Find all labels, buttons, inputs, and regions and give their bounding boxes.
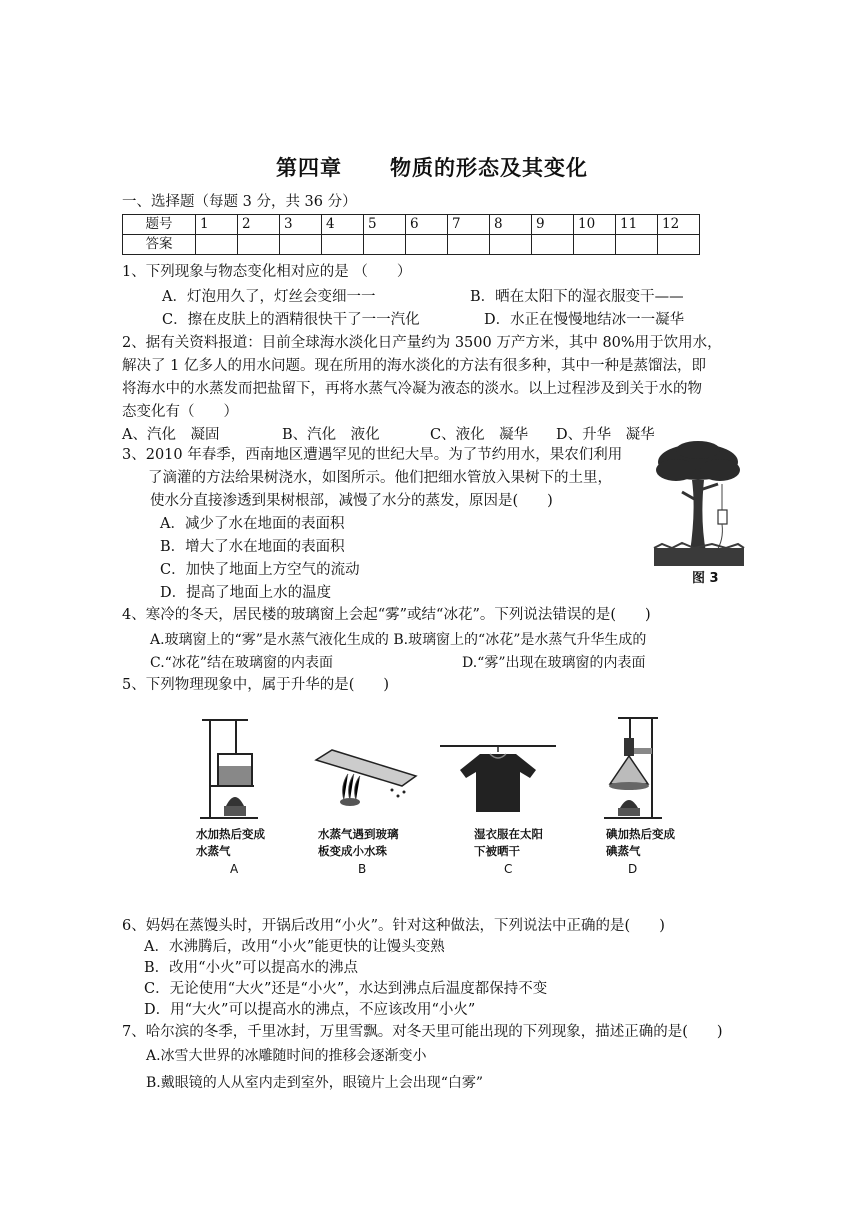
table-row-answers bbox=[123, 235, 700, 255]
tree-canopy-icon bbox=[656, 441, 740, 481]
q2-line-1: 2、据有关资料报道：目前全球海水淡化日产量约为 3500 万产方米，其中 80%用于饮用水， bbox=[122, 335, 722, 351]
q4-option-d: D.“雾”出现在玻璃窗的内表面 bbox=[462, 655, 646, 671]
table-cell: 7 bbox=[448, 215, 490, 235]
q3-line-3: 使水分直接渗透到果树根部，减慢了水分的蒸发，原因是( ) bbox=[150, 493, 553, 509]
figure-a-caption-line-1: 水加热后变成 bbox=[196, 827, 265, 841]
table-cell: 11 bbox=[616, 215, 658, 235]
water-drops-icon bbox=[391, 789, 406, 798]
iodine-sublimation-apparatus-figure bbox=[596, 714, 666, 824]
answer-cell[interactable] bbox=[490, 235, 532, 255]
figure-c-caption-line-2: 下被晒干 bbox=[474, 844, 520, 858]
table-cell: 10 bbox=[574, 215, 616, 235]
q6-stem: 6、妈妈在蒸馒头时，开锅后改用“小火”。针对这种做法，下列说法中正确的是( ) bbox=[122, 918, 665, 934]
answer-cell[interactable] bbox=[406, 235, 448, 255]
q2-line-2: 解决了 1 亿多人的用水问题。现在所用的海水淡化的方法有很多种，其中一种是蒸馏法，即 bbox=[122, 358, 706, 374]
figure-a-caption-line-2: 水蒸气 bbox=[196, 844, 231, 858]
beaker-water-icon bbox=[219, 766, 251, 785]
q1-option-d: D．水正在慢慢地结冰一一凝华 bbox=[484, 312, 685, 328]
drying-clothes-figure bbox=[440, 740, 556, 816]
drip-bag-icon bbox=[718, 510, 727, 524]
q3-option-d: D．提高了地面上水的温度 bbox=[160, 585, 332, 601]
q1-stem: 1、下列现象与物态变化相对应的是 （ ） bbox=[122, 264, 412, 280]
figure-3-label: 图 3 bbox=[692, 571, 719, 586]
q4-options-ab: A.玻璃窗上的“雾”是水蒸气液化生成的 B.玻璃窗上的“冰花”是水蒸气升华生成的 bbox=[150, 632, 647, 648]
answer-cell[interactable] bbox=[280, 235, 322, 255]
q3-option-b: B．增大了水在地面的表面积 bbox=[160, 539, 345, 555]
answer-cell[interactable] bbox=[322, 235, 364, 255]
answer-cell[interactable] bbox=[196, 235, 238, 255]
figure-c-letter: C bbox=[504, 862, 513, 876]
q3-line-2: 了滴灌的方法给果树浇水，如图所示。他们把细水管放入果树下的土里， bbox=[148, 470, 612, 486]
q2-option-d: D、升华 凝华 bbox=[556, 427, 655, 443]
section-heading: 一、选择题（每题 3 分，共 36 分） bbox=[122, 194, 357, 210]
table-cell: 1 bbox=[196, 215, 238, 235]
figure-d-letter: D bbox=[628, 862, 638, 876]
chapter-number: 第四章 bbox=[276, 155, 342, 180]
table-row-numbers bbox=[123, 215, 700, 235]
q4-stem: 4、寒冷的冬天，居民楼的玻璃窗上会起“雾”或结“冰花”。下列说法错误的是( ) bbox=[122, 607, 651, 623]
figure-c-caption bbox=[474, 826, 543, 860]
answer-cell[interactable] bbox=[364, 235, 406, 255]
answer-cell[interactable] bbox=[238, 235, 280, 255]
figure-a-caption bbox=[196, 826, 265, 860]
drip-irrigation-tree-figure bbox=[652, 440, 746, 568]
row-label-number: 题号 bbox=[123, 215, 196, 235]
q1-option-c: C．擦在皮肤上的酒精很快干了一一汽化 bbox=[162, 312, 420, 328]
sweater-icon bbox=[460, 754, 536, 812]
answer-cell[interactable] bbox=[574, 235, 616, 255]
boiling-water-apparatus-figure bbox=[196, 714, 266, 824]
answer-table bbox=[122, 214, 700, 255]
tree-trunk-icon bbox=[690, 480, 706, 552]
q6-option-b: B．改用“小火”可以提高水的沸点 bbox=[144, 960, 358, 976]
answer-cell[interactable] bbox=[658, 235, 700, 255]
figure-d-caption-line-2: 碘蒸气 bbox=[606, 844, 641, 858]
table-cell: 8 bbox=[490, 215, 532, 235]
steam-icon bbox=[343, 774, 360, 800]
figure-c-caption-line-1: 湿衣服在太阳 bbox=[474, 827, 543, 841]
q1-option-b: B．晒在太阳下的湿衣服变干—— bbox=[470, 289, 684, 305]
flask-icon bbox=[610, 756, 648, 784]
table-cell: 2 bbox=[238, 215, 280, 235]
q2-line-4: 态变化有（ ） bbox=[122, 404, 238, 420]
q6-option-a: A．水沸腾后，改用“小火”能更快的让馒头变熟 bbox=[144, 939, 445, 955]
figure-b-letter: B bbox=[358, 862, 367, 876]
q3-line-1: 3、2010 年春季，西南地区遭遇罕见的世纪大旱。为了节约用水，果农们利用 bbox=[122, 447, 623, 463]
table-cell: 5 bbox=[364, 215, 406, 235]
figure-d-caption-line-1: 碘加热后变成 bbox=[606, 827, 675, 841]
table-cell: 4 bbox=[322, 215, 364, 235]
burner-flame-icon bbox=[226, 797, 244, 806]
glass-plate-condensation-figure bbox=[314, 746, 418, 810]
q1-option-a: A．灯泡用久了，灯丝会变细一一 bbox=[162, 289, 376, 305]
q3-option-c: C．加快了地面上方空气的流动 bbox=[160, 562, 360, 578]
answer-cell[interactable] bbox=[616, 235, 658, 255]
burner-flame-icon bbox=[620, 800, 638, 808]
table-cell: 9 bbox=[532, 215, 574, 235]
glass-plate-icon bbox=[316, 750, 416, 786]
q7-option-b: B.戴眼镜的人从室内走到室外，眼镜片上会出现“白雾” bbox=[146, 1075, 484, 1091]
figure-b-caption-line-1: 水蒸气遇到玻璃 bbox=[318, 827, 399, 841]
q2-option-b: B、汽化 液化 bbox=[282, 427, 380, 443]
ground-icon bbox=[654, 548, 744, 566]
table-cell: 12 bbox=[658, 215, 700, 235]
q2-option-a: A、汽化 凝固 bbox=[122, 427, 220, 443]
figure-d-caption bbox=[606, 826, 675, 860]
table-cell: 6 bbox=[406, 215, 448, 235]
figure-b-caption-line-2: 板变成小水珠 bbox=[318, 844, 387, 858]
table-cell: 3 bbox=[280, 215, 322, 235]
row-label-answer: 答案 bbox=[123, 235, 196, 255]
q2-line-3: 将海水中的水蒸发而把盐留下，再将水蒸气冷凝为液态的淡水。以上过程涉及到关于水的物 bbox=[122, 381, 702, 397]
q5-stem: 5、下列物理现象中，属于升华的是( ) bbox=[122, 677, 390, 693]
figure-b-caption bbox=[318, 826, 399, 860]
figure-a-letter: A bbox=[230, 862, 239, 876]
q4-option-c: C.“冰花”结在玻璃窗的内表面 bbox=[150, 655, 333, 671]
chapter-title: 物质的形态及其变化 bbox=[390, 155, 588, 180]
q6-option-d: D．用“大火”可以提高水的沸点，不应该改用“小火” bbox=[144, 1002, 476, 1018]
q6-option-c: C．无论使用“大火”还是“小火”，水达到沸点后温度都保持不变 bbox=[144, 981, 548, 997]
q3-option-a: A．减少了水在地面的表面积 bbox=[160, 516, 345, 532]
q7-option-a: A.冰雪大世界的冰雕随时间的推移会逐渐变小 bbox=[146, 1048, 427, 1064]
answer-cell[interactable] bbox=[532, 235, 574, 255]
q7-stem: 7、哈尔滨的冬季，千里冰封，万里雪飘。对冬天里可能出现的下列现象，描述正确的是( ) bbox=[122, 1024, 723, 1040]
q2-option-c: C、液化 凝华 bbox=[430, 427, 529, 443]
answer-cell[interactable] bbox=[448, 235, 490, 255]
